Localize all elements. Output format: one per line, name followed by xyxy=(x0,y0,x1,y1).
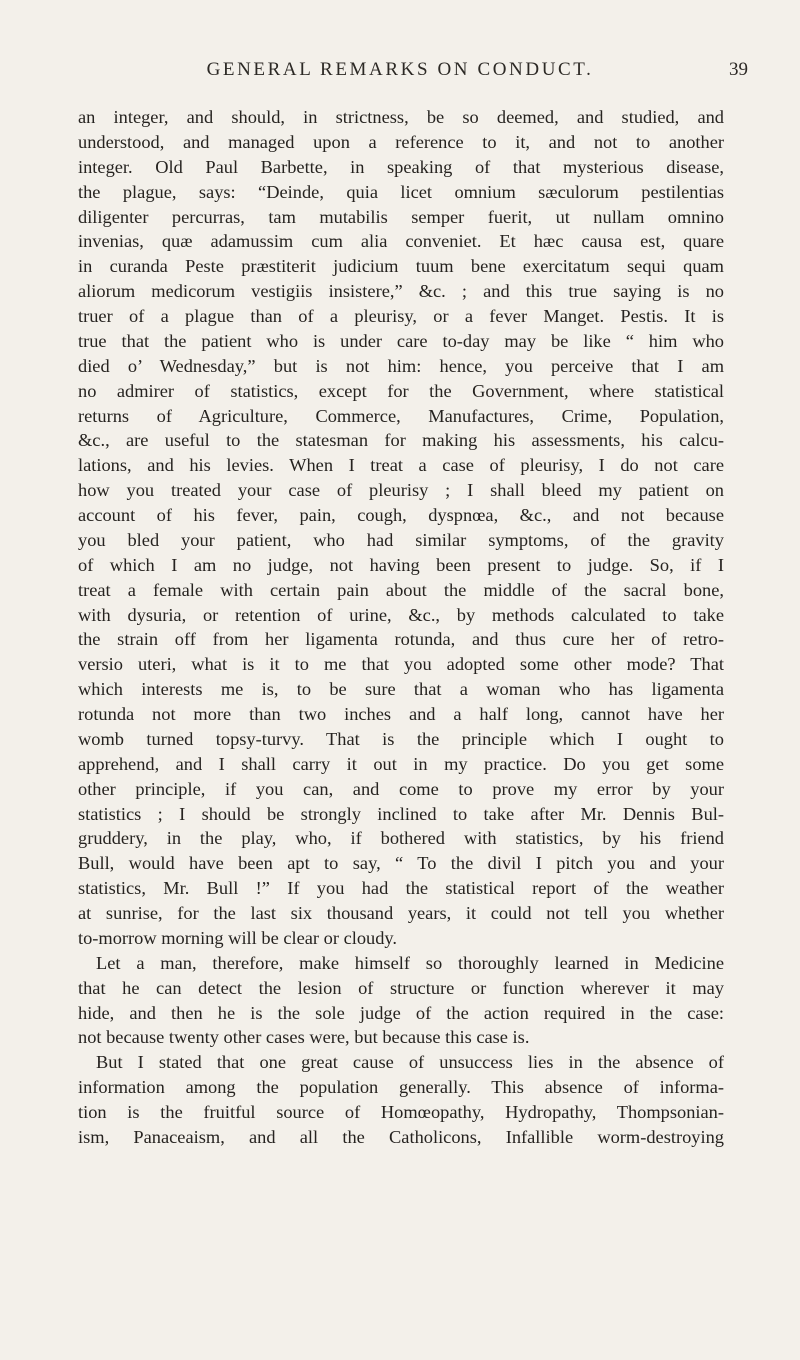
text-line: womb turned topsy-turvy. That is the principle which I ought to xyxy=(78,728,724,749)
text-line: versio uteri, what is it to me that you adopted some other mode? That xyxy=(78,654,724,675)
text-line: at sunrise, for the last six thousand years, it could not tell you whether xyxy=(78,903,724,923)
text-line: which interests me is, to be sure that a woman who has ligamenta xyxy=(78,679,724,700)
text-line: not because twenty other cases were, but because this case is. xyxy=(78,1027,530,1048)
text-line: true that the patient who is under care to-day may be like “ him who xyxy=(78,330,724,351)
text-line: the strain off from her ligamenta rotunda, and thus cure her of retro- xyxy=(78,629,724,650)
text-line: with dysuria, or retention of urine, &c., by methods calculated to take xyxy=(78,604,724,625)
text-line: invenias, quæ adamussim cum alia conveniet. Et hæc causa est, quare xyxy=(78,231,724,252)
text-line: apprehend, and I shall carry it out in my practice. Do you get some xyxy=(78,753,724,774)
text-line: to-morrow morning will be clear or cloudy. xyxy=(78,927,398,948)
text-line: statistics ; I should be strongly inclined to take after Mr. Dennis Bul- xyxy=(78,803,724,824)
text-line: gruddery, in the play, who, if bothered with statistics, by his friend xyxy=(78,828,724,849)
text-line: understood, and managed upon a reference to it, and not to another xyxy=(78,131,724,152)
text-line: how you treated your case of pleurisy ; I shall bleed my patient on xyxy=(78,480,724,501)
text-line: returns of Agriculture, Commerce, Manufactures, Crime, Population, xyxy=(78,405,724,426)
text-line: Let a man, therefore, make himself so thoroughly learned in Medicine xyxy=(96,952,724,973)
text-line: an integer, and should, in strictness, be so deemed, and studied, and xyxy=(78,107,724,127)
text-line: lations, and his levies. When I treat a case of pleurisy, I do not care xyxy=(78,455,724,476)
text-line: &c., are useful to the statesman for making his assessments, his calcu- xyxy=(78,430,724,451)
body-text xyxy=(78,105,724,1150)
text-line: that he can detect the lesion of structure or function wherever it may xyxy=(78,977,724,998)
running-head xyxy=(0,55,800,85)
text-line: you bled your patient, who had similar symptoms, of the gravity xyxy=(78,529,724,550)
text-line: treat a female with certain pain about the middle of the sacral bone, xyxy=(78,579,724,600)
text-line: died o’ Wednesday,” but is not him: hence, you perceive that I am xyxy=(78,355,724,376)
text-line: tion is the fruitful source of Homœopathy, Hydropathy, Thompsonian- xyxy=(78,1102,724,1122)
text-line: truer of a plague than of a pleurisy, or a fever Manget. Pestis. It is xyxy=(78,306,724,326)
text-line: no admirer of statistics, except for the Government, where statistical xyxy=(78,380,724,401)
page-number: 39 xyxy=(729,59,748,80)
text-line: other principle, if you can, and come to prove my error by your xyxy=(78,778,724,799)
text-line: in curanda Peste præstiterit judicium tuum bene exercitatum sequi quam xyxy=(78,256,724,277)
text-line: of which I am no judge, not having been present to judge. So, if I xyxy=(78,554,724,575)
text-line: aliorum medicorum vestigiis insistere,” &c. ; and this true saying is no xyxy=(78,281,724,302)
text-line: statistics, Mr. Bull !” If you had the statistical report of the weather xyxy=(78,878,724,899)
text-line: information among the population generally. This absence of informa- xyxy=(78,1077,724,1098)
text-line: diligenter percurras, tam mutabilis semper fuerit, ut nullam omnino xyxy=(78,206,724,227)
text-line: the plague, says: “Deinde, quia licet omnium sæculorum pestilentias xyxy=(78,181,724,202)
text-line: ism, Panaceaism, and all the Catholicons, Infallible worm-destroying xyxy=(78,1126,724,1147)
running-title: GENERAL REMARKS ON CONDUCT. xyxy=(206,59,594,80)
text-line: integer. Old Paul Barbette, in speaking of that mysterious disease, xyxy=(78,156,724,177)
text-line: account of his fever, pain, cough, dyspnœa, &c., and not because xyxy=(78,505,724,525)
text-line: rotunda not more than two inches and a half long, cannot have her xyxy=(78,704,724,724)
text-line: But I stated that one great cause of unsuccess lies in the absence of xyxy=(96,1052,724,1073)
text-line: Bull, would have been apt to say, “ To the divil I pitch you and your xyxy=(78,853,724,874)
text-line: hide, and then he is the sole judge of the action required in the case: xyxy=(78,1002,724,1023)
